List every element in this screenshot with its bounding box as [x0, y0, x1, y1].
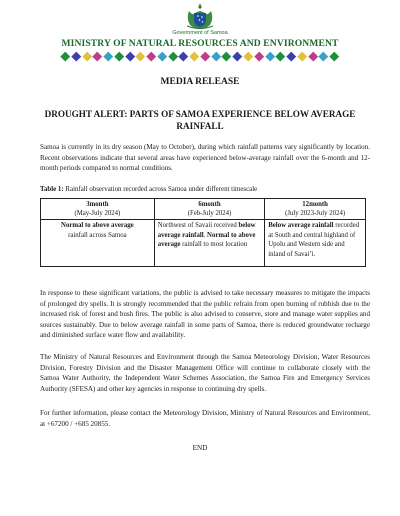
- table-caption-text: Rainfall observation recorded across Samoa under different timescale: [63, 186, 258, 193]
- divider-diamond: [211, 52, 220, 61]
- table-header-6month: 6month (Feb-July 2024): [154, 199, 265, 220]
- table-caption-label: Table 1:: [40, 186, 64, 193]
- divider-diamond: [265, 52, 274, 61]
- divider-diamond: [168, 52, 177, 61]
- divider-diamond: [104, 52, 113, 61]
- table-cell-12month: Below average rainfall recorded at South and central highland of Upolu and Western side and inland of Savai’i.: [265, 220, 366, 267]
- divider-diamond: [179, 52, 188, 61]
- divider-diamond: [158, 52, 167, 61]
- divider-diamond: [136, 52, 145, 61]
- contact-paragraph: For further information, please contact the Meteorology Division, Ministry of Natural Resources and Environment, at +67200 / +685 20855.: [40, 409, 370, 428]
- intro-paragraph: Samoa is currently in its dry season (May to October), during which rainfall patterns vary significantly by location. Recent observations indicate that several areas have experienced below-average rainfall over the 6-month and 12-month periods compared to normal conditions.: [40, 143, 370, 172]
- table-row: [41, 220, 366, 267]
- headline-line-2: RAINFALL: [176, 121, 224, 131]
- divider-diamond: [330, 52, 339, 61]
- divider-diamond: [82, 52, 91, 61]
- divider-diamond: [287, 52, 296, 61]
- divider-diamond: [319, 52, 328, 61]
- table-cell-6month: Northwest of Savaii received below average rainfall. Normal to above average rainfall to most location: [154, 220, 265, 267]
- advice-paragraph: In response to these significant variations, the public is advised to take necessary measures to mitigate the impacts of prolonged dry spells. It is strongly recommended that the public refrain from open burning of rubbish due to the increased risk of forest and bush fires. The public is also advised to conserve, store and manage water supplies and sources sustainably. Due to below average rainfall in some parts of Samoa, there is reduced groundwater recharge and diminished surface water flow and availability.: [40, 289, 370, 339]
- divider-diamond: [297, 52, 306, 61]
- headline: [28, 108, 372, 132]
- diamond-divider: [62, 52, 338, 61]
- divider-diamond: [125, 52, 134, 61]
- samoa-coat-of-arms-logo: [184, 2, 216, 30]
- divider-diamond: [71, 52, 80, 61]
- table-header-12month: 12month (July 2023-July 2024): [265, 199, 366, 220]
- table-header-row: [41, 199, 366, 220]
- divider-diamond: [276, 52, 285, 61]
- divider-diamond: [190, 52, 199, 61]
- divider-diamond: [254, 52, 263, 61]
- divider-diamond: [201, 52, 210, 61]
- divider-diamond: [308, 52, 317, 61]
- media-release-label: MEDIA RELEASE: [160, 77, 240, 87]
- government-of-samoa-label: Government of Samoa: [172, 30, 228, 36]
- rainfall-table: [40, 198, 366, 267]
- divider-diamond: [93, 52, 102, 61]
- agencies-paragraph: The Ministry of Natural Resources and Environment through the Samoa Meteorology Division, Water Resources Division, Forestry Division and the Disaster Management Office will continue to collaborate closely with the Samoa Water Authority, the Independent Water Schemes Association, the Samoa Fire and Emergency Services Authority (SFESA) and other key agencies in response to continuing dry spells.: [40, 353, 370, 393]
- divider-diamond: [233, 52, 242, 61]
- divider-diamond: [147, 52, 156, 61]
- divider-diamond: [244, 52, 253, 61]
- divider-diamond: [61, 52, 70, 61]
- table-cell-3month: Normal to above average rainfall across Samoa: [41, 220, 155, 267]
- ministry-title: MINISTRY OF NATURAL RESOURCES AND ENVIRONMENT: [61, 38, 339, 49]
- table-caption: [40, 186, 370, 193]
- table-header-3month: 3month (May-July 2024): [41, 199, 155, 220]
- end-marker: END: [192, 444, 208, 452]
- divider-diamond: [114, 52, 123, 61]
- divider-diamond: [222, 52, 231, 61]
- headline-line-1: DROUGHT ALERT: PARTS OF SAMOA EXPERIENCE BELOW AVERAGE: [44, 109, 356, 119]
